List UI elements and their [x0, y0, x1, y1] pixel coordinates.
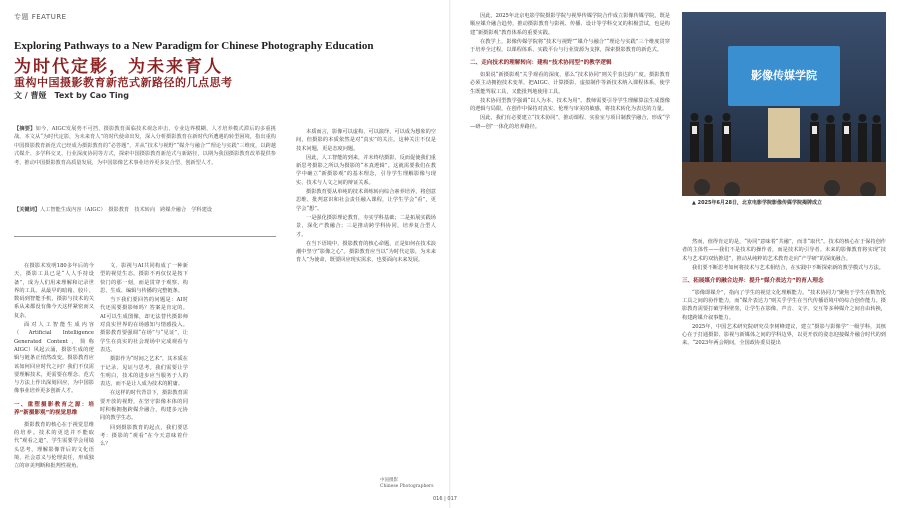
paragraph: 回到摄影教育的起点，我们要思考：摄影的“观看”在今天意味着什么？ [100, 424, 188, 448]
section-heading: 三、拓展媒介的融合边界：提升“媒介表达力”的育人理念 [682, 278, 824, 285]
paragraph: 一是强化摄影理论教育，夯实学科基础；二是拓展实践场景，深化产教融合；三是推动跨学科协同，培养复合型人才。 [296, 214, 436, 238]
paragraph: 本质而言，影像可以虚构、可以演绎，可以成为想象的空间，但摄影的本质依然是对“真实”的关注。这种关注不仅是技术问题，更是态度问题。 [296, 129, 436, 152]
paragraph: 当下我们要回答的问题是：AI时代还需要摄影师吗？答案是肯定的。AI可以生成图像，却无法替代摄影师对真实世界的在场感知与情感投入。摄影教育要强调“在场”与“见证”，让学生在真实的社会现场中完成观看与表达。 [100, 297, 188, 353]
byline: 文 / 曹娅 Text by Cao Ting [14, 91, 129, 100]
magazine-logo [380, 478, 434, 490]
page-number: 016 | 017 [433, 496, 457, 502]
paragraph: 如果说“新摄影观”关乎观看的深度，那么“技术协同”则关乎表达的广度。摄影教育必须主动拥抱技术变革，把AIGC、计算摄影、虚拟制作等新技术纳入课程体系，使学生既能驾驭工具，又能批判地使用工具。 [470, 71, 670, 95]
photo-illustration [682, 12, 886, 196]
paragraph: 摄影教育要从单纯的技术训练转向综合素养培养，将创意思维、批判意识和社会责任融入课程，让学生学会“看”，更学会“想”。 [296, 189, 436, 212]
paragraph: 然而，值得肯定的是，“协同”意味着“共融”，而非“取代”。技术的核心在于保持创作者的主体性——我们不是技术的操作者，而是技术的引导者。未来的影像教育将实现“技术与艺术的双轨推进”，推动从纯粹的艺术教育走向“产学研”的深度融合。 [682, 239, 886, 262]
keywords [14, 206, 276, 213]
magazine-name-en: Chinese Photographers [380, 484, 434, 489]
right-page [450, 0, 900, 508]
paragraph: 摄影作为“时间之艺术”，其本质在于记录、见证与思考。我们需要让学生明白，技术的进步应当服务于人的表达，而不是让人成为技术的附庸。 [100, 356, 188, 388]
left-column-2 [100, 262, 188, 500]
title-english: Exploring Pathways to a New Paradigm for Chinese Photography Education [14, 40, 374, 52]
paragraph: 因此，我们有必要建立“技术协同”，推动课程、实验室与项目制教学融合，形成“学—研—创”一体化的培养路径。 [470, 115, 670, 130]
photo-caption: ▲ 2025年6月28日，北京电影学院影像传媒学院揭牌成立 [692, 200, 822, 206]
paragraph: 因此，2025年北京电影学院摄影学院与视界传媒学院合作成立影像传媒学院，既是顺应媒介融合趋势，推动摄影教育与影视、传播、设计等学科交叉的积极尝试，也是构建“新摄影观”教育体系的重要实践。 [470, 13, 670, 36]
event-photo [682, 12, 886, 196]
paragraph: 在教学上，影像传媒学院将“技术与视野”“媒介与融合”“理论与实践”三个维度贯穿于培养全过程，以课程体系、实践平台与行业资源为支撑，探索摄影教育的新范式。 [470, 38, 670, 54]
left-column-1 [14, 262, 94, 500]
divider [14, 236, 276, 237]
abstract [14, 125, 276, 167]
paragraph: 在摄影术发明180多年后的今天，摄影工具已是“人人手持设备”，成为人们用来理解和记录世界的工具。从最早的暗箱、胶片、数码到智能手机，摄影与技术的关系从来都没有像今天这样紧密而又复杂。 [14, 263, 94, 319]
subtitle-chinese: 重构中国摄影教育新范式新路径的几点思考 [14, 76, 233, 89]
right-column-1 [470, 12, 670, 496]
paragraph: 我们要不断思考如何将技术与艺术相结合，在实践中不断探索新的教学模式与方法。 [692, 264, 884, 271]
paragraph: 技术协同型教学强调“以人为本、技术为用”。教师需要引导学生理解算法生成图像的逻辑与局限，在创作中保持对真实、伦理与审美的敏感，将技术转化为表达的力量。 [470, 97, 670, 113]
section-tag: 专题 FEATURE [14, 13, 67, 21]
paragraph: 在这样的时代背景下，摄影教育需要开放的视野，在坚守影像本体的同时积极拥抱跨媒介融合，构建多元协同的教学生态。 [100, 390, 188, 422]
podium [768, 108, 800, 158]
left-column-3 [296, 128, 436, 463]
photo-banner-text: 影像传媒学院 [751, 69, 817, 82]
paragraph: 文、影视与AI共同构成了一种新型的视觉生态。摄影不再仅仅是按下快门的那一刻，而是贯穿于观察、构思、生成、编辑与传播的完整链条。 [100, 263, 188, 294]
right-column-2 [682, 238, 886, 496]
abstract-label: 【摘要】 [14, 126, 36, 132]
paragraph: 面对人工智能生成内容（Artificial Intelligence Generated Content，简称AIGC）风起云涌，摄影生成的逻辑与链条正悄然改变。摄影教育应该如何回应时代之问？我们不仅需要理解技术，更需要在理念、范式与方法上作出深刻回应，为中国影像事业培养更多创新人才。 [14, 322, 94, 395]
magazine-name-cn: 中国摄影 [380, 478, 398, 483]
paragraph: 摄影教育的核心在于视觉思维的培养。技术的更迭并不能取代“观看之道”，学生需要学会用镜头思考，理解影像背后的文化语境、社会意义与伦理责任，形成独立的审美判断和批判性视角。 [14, 421, 94, 470]
paragraph: 2025年，中国艺术研究院研究员李树峰建议，建立“摄影与影像学”一级学科，其核心在于打通摄影、影视与新媒体之间的学科边界，以更开放的姿态迎接媒介融合时代的到来。“2023年两会期间，全国政协委员提出 [682, 323, 886, 347]
paragraph: 在当下语境中，摄影教育的核心命题，正是如何在技术浪潮中坚守“影像之心”。摄影教育应当以“为时代定影，为未来育人”为使命，既要回应现实需求，也要面向未来发展。 [296, 240, 436, 264]
section-heading: 一、重塑摄影教育之源：培养“新摄影观”的视觉思维 [14, 401, 94, 417]
keywords-text: 人工智能生成内容（AIGC） 摄影教育 技术转向 跨媒介融合 学科建设 [39, 207, 213, 213]
abstract-text: 如今，AIGC发展势不可挡，摄影教育面临技术观念冲击、专业边界模糊、人才培养模式滞后的多重挑战。本文从“为时代定影，为未来育人”的时代使命出发，深入分析摄影教育在新时代所遭遇的转型困境，指出重构中国摄影教育新范式已经成为摄影教育的“必答题”，并从“技术与视野”“媒介与融合”“理论与实践”三维度，以跨越式媒介、多学科交叉、行业深度协同等方式，探索中国摄影教育新范式与新路径，以期为我国摄影教育改革提供参考，推动中国摄影教育高质量发展，为中国影像艺术事业培养更多复合型、创新型人才。 [14, 126, 276, 166]
keywords-label: 【关键词】 [14, 207, 40, 213]
section-heading: 二、走向技术的理解转向：建构“技术协同型”的教学逻辑 [470, 60, 612, 67]
paragraph: 因此，人工智能的到来，并未终结摄影，反而促使我们重新思考摄影之所以为摄影的“本真逻辑”。这就需要我们在教学中确立“新摄影观”的基本理念，引导学生理解影像与现实、技术与人文之间的辩证关系。 [296, 154, 436, 186]
title-chinese: 为时代定影，为未来育人 [14, 57, 223, 77]
paragraph: “影像即媒介”，指向了学生的视觉文化理解能力。“技术协同力”聚焦于学生在数智化工具之间的协作能力，而“媒介表达力”则关乎学生在当代传播语境中的综合创作能力。摄影教育需要打破学科壁垒，让学生在影像、声音、文字、交互等多种媒介之间自由转换，构建跨媒介叙事能力。 [682, 289, 886, 321]
